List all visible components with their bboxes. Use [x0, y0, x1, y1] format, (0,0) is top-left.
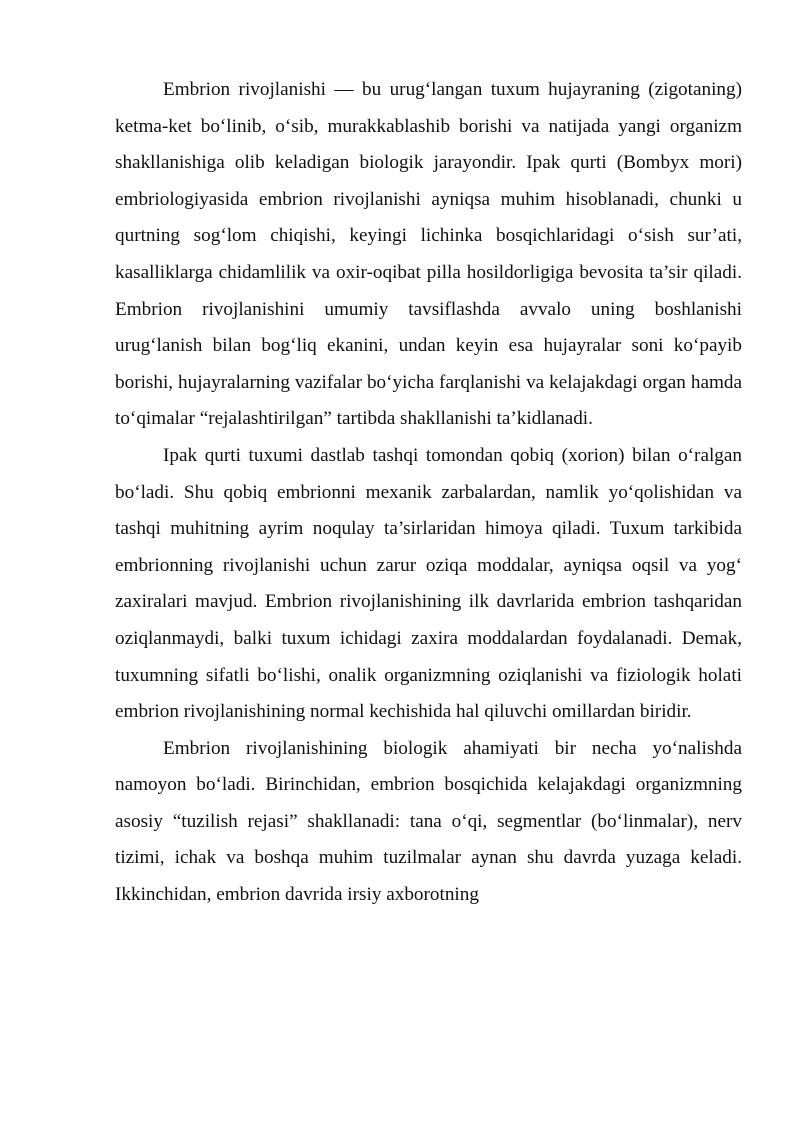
- document-page: [115, 72, 742, 914]
- paragraph-2: Ipak qurti tuxumi dastlab tashqi tomondan qobiq (xorion) bilan o‘ralgan bo‘ladi. Shu qobiq embrionni mexanik zarbalardan, namlik yo‘qolishidan va tashqi muhitning ayrim noqulay ta’sirlaridan himoya qiladi. Tuxum tarkibida embrionning rivojlanishi uchun zarur oziqa moddalar, ayniqsa oqsil va yog‘ zaxiralari mavjud. Embrion rivojlanishining ilk davrlarida embrion tashqaridan oziqlanmaydi, balki tuxum ichidagi zaxira moddalardan foydalanadi. Demak, tuxumning sifatli bo‘lishi, onalik organizmning oziqlanishi va fiziologik holati embrion rivojlanishining normal kechishida hal qiluvchi omillardan biridir.: [115, 444, 742, 723]
- paragraph-3: Embrion rivojlanishining biologik ahamiyati bir necha yo‘nalishda namoyon bo‘ladi. Birinchidan, embrion bosqichida kelajakdagi organizmning asosiy “tuzilish rejasi” shakllanadi: tana o‘qi, segmentlar (bo‘linmalar), nerv tizimi, ichak va boshqa muhim tuzilmalar aynan shu davrda yuzaga keladi. Ikkinchidan, embrion davrida irsiy axborotning: [115, 737, 742, 906]
- paragraph-1: Embrion rivojlanishi — bu urug‘langan tuxum hujayraning (zigotaning) ketma-ket bo‘linib, o‘sib, murakkablashib borishi va natijada yangi organizm shakllanishiga olib keladigan biologik jarayondir. Ipak qurti (Bombyx mori) embriologiyasida embrion rivojlanishi ayniqsa muhim hisoblanadi, chunki u qurtning sog‘lom chiqishi, keyingi lichinka bosqichlaridagi o‘sish sur’ati, kasalliklarga chidamlilik va oxir-oqibat pilla hosildorligiga bevosita ta’sir qiladi. Embrion rivojlanishini umumiy tavsiflashda avvalo uning boshlanishi urug‘lanish bilan bog‘liq ekanini, undan keyin esa hujayralar soni ko‘payib borishi, hujayralarning vazifalar bo‘yicha farqlanishi va kelajakdagi organ hamda to‘qimalar “rejalashtirilgan” tartibda shakllanishi ta’kidlanadi.: [115, 79, 742, 430]
